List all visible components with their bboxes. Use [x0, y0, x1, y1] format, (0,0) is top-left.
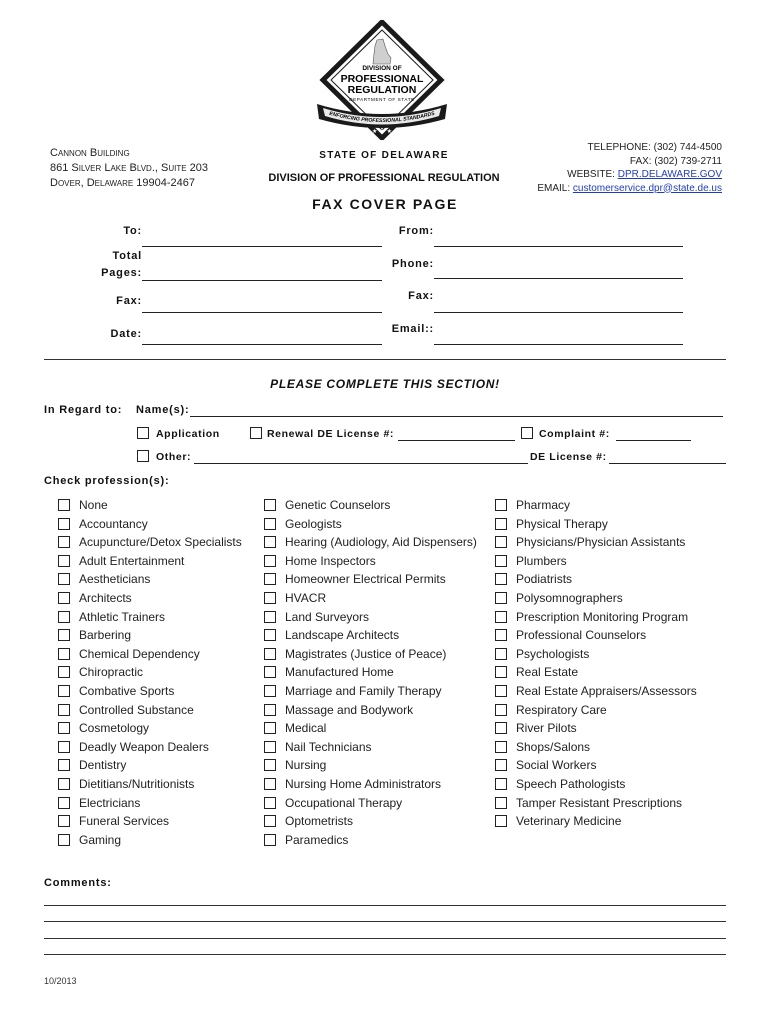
other-label: Other: [156, 451, 192, 463]
profession-checkbox[interactable] [495, 536, 507, 548]
profession-checkbox[interactable] [495, 573, 507, 585]
logo-regulation: REGULATION [347, 84, 417, 96]
profession-checkbox[interactable] [495, 611, 507, 623]
state-name: STATE OF DELAWARE [319, 150, 449, 161]
profession-checkbox[interactable] [264, 536, 276, 548]
email-link[interactable]: customerservice.dpr@state.de.us [572, 182, 722, 194]
address-line-1: Cannon Building [50, 147, 130, 159]
profession-label: Polysomnographers [516, 590, 623, 605]
complaint-checkbox[interactable] [521, 427, 533, 439]
profession-label: Medical [285, 721, 327, 736]
profession-label: Plumbers [516, 553, 567, 568]
from-label: From: [398, 225, 434, 237]
profession-label: Genetic Counselors [285, 498, 391, 512]
profession-checkbox[interactable] [58, 648, 70, 660]
address-block [50, 146, 208, 191]
phone-field[interactable] [434, 278, 683, 279]
profession-checkbox[interactable] [264, 759, 276, 771]
profession-label: Nursing Home Administrators [285, 776, 442, 791]
names-label: Name(s): [136, 404, 190, 416]
profession-label: Aestheticians [79, 572, 151, 587]
comment-line[interactable] [44, 954, 726, 955]
profession-checkbox[interactable] [58, 573, 70, 585]
email-field[interactable] [434, 344, 683, 345]
profession-label: Funeral Services [79, 814, 170, 829]
star-icon: ★ ★ ★ [372, 128, 392, 135]
profession-label: Electricians [79, 795, 141, 810]
application-label: Application [156, 428, 220, 440]
de-license-field[interactable] [609, 463, 726, 464]
profession-checkbox[interactable] [495, 741, 507, 753]
profession-checkbox[interactable] [495, 499, 507, 511]
comment-line[interactable] [44, 938, 726, 939]
profession-checkbox[interactable] [58, 815, 70, 827]
total-pages-field[interactable] [142, 280, 382, 281]
profession-label: Dietitians/Nutritionists [79, 776, 195, 791]
profession-checkbox[interactable] [58, 797, 70, 809]
division-logo [313, 20, 451, 140]
profession-checkbox[interactable] [264, 815, 276, 827]
profession-checkbox[interactable] [264, 518, 276, 530]
profession-checkbox[interactable] [58, 778, 70, 790]
profession-checkbox[interactable] [58, 741, 70, 753]
profession-checkbox[interactable] [264, 592, 276, 604]
profession-checkbox[interactable] [264, 573, 276, 585]
profession-label: Marriage and Family Therapy [285, 683, 442, 698]
logo-division-of: DIVISION OF [362, 65, 402, 72]
fax-field[interactable] [142, 312, 382, 313]
profession-label: Hearing (Audiology, Aid Dispensers) [285, 535, 477, 550]
profession-label: Barbering [79, 628, 132, 643]
profession-label: Tamper Resistant Prescriptions [516, 795, 683, 810]
fax-number: FAX: (302) 739-2711 [629, 155, 722, 167]
other-field[interactable] [194, 463, 528, 464]
profession-checkbox[interactable] [264, 555, 276, 567]
profession-label: River Pilots [516, 721, 577, 736]
profession-checkbox[interactable] [264, 611, 276, 623]
profession-checkbox[interactable] [264, 704, 276, 716]
profession-label: Architects [79, 590, 132, 605]
profession-label: Gaming [79, 832, 122, 847]
profession-label: Prescription Monitoring Program [516, 609, 689, 624]
profession-label: Chiropractic [79, 665, 144, 680]
profession-label: Shops/Salons [516, 739, 591, 754]
profession-checkbox[interactable] [264, 685, 276, 697]
profession-checkbox[interactable] [264, 666, 276, 678]
telephone: TELEPHONE: (302) 744-4500 [587, 142, 722, 153]
website-label: WEBSITE: [567, 169, 618, 180]
profession-checkbox[interactable] [495, 518, 507, 530]
profession-checkbox[interactable] [58, 592, 70, 604]
profession-label: Podiatrists [516, 572, 573, 587]
profession-checkbox[interactable] [264, 629, 276, 641]
profession-checkbox[interactable] [495, 648, 507, 660]
email-field-label: Email:: [391, 323, 434, 335]
profession-label: HVACR [285, 590, 327, 605]
comment-line[interactable] [44, 905, 726, 906]
profession-checkbox[interactable] [58, 704, 70, 716]
to-field[interactable] [142, 246, 382, 247]
profession-checkbox[interactable] [495, 778, 507, 790]
website-link[interactable]: DPR.DELAWARE.GOV [617, 169, 722, 180]
profession-checkbox[interactable] [58, 759, 70, 771]
profession-label: Nail Technicians [285, 739, 372, 754]
comments-label: Comments: [44, 877, 112, 889]
profession-checkbox[interactable] [264, 778, 276, 790]
address-line-2: 861 Silver Lake Blvd., Suite 203 [50, 162, 208, 174]
profession-checkbox[interactable] [58, 499, 70, 511]
logo-department: DEPARTMENT OF STATE [349, 97, 415, 102]
renewal-checkbox[interactable] [250, 427, 262, 439]
renewal-field[interactable] [398, 440, 515, 441]
profession-label: Acupuncture/Detox Specialists [79, 535, 242, 550]
profession-checkbox[interactable] [264, 834, 276, 846]
profession-label: Home Inspectors [285, 553, 376, 568]
profession-checkbox[interactable] [495, 555, 507, 567]
to-label: To: [123, 225, 142, 237]
profession-checkbox[interactable] [58, 666, 70, 678]
other-checkbox[interactable] [137, 450, 149, 462]
profession-label: Real Estate [516, 665, 579, 680]
profession-label: Physicians/Physician Assistants [516, 535, 686, 550]
profession-label: Cosmetology [79, 721, 150, 736]
profession-checkbox[interactable] [58, 518, 70, 530]
comment-line[interactable] [44, 921, 726, 922]
revision-date: 10/2013 [44, 976, 77, 986]
pages-label: Pages: [101, 267, 142, 279]
profession-label: Chemical Dependency [79, 646, 200, 661]
profession-checkbox[interactable] [495, 759, 507, 771]
date-label: Date: [110, 328, 142, 340]
profession-checkbox[interactable] [264, 722, 276, 734]
profession-checkbox[interactable] [495, 592, 507, 604]
page-title: FAX COVER PAGE [312, 196, 458, 212]
profession-label: Paramedics [285, 832, 349, 847]
profession-label: Veterinary Medicine [516, 814, 622, 829]
profession-label: Controlled Substance [79, 702, 194, 717]
profession-checkbox[interactable] [495, 629, 507, 641]
profession-label: Magistrates (Justice of Peace) [285, 646, 447, 661]
from-field[interactable] [434, 246, 683, 247]
profession-label: Dentistry [79, 758, 127, 773]
profession-checkbox[interactable] [58, 555, 70, 567]
profession-label: Deadly Weapon Dealers [79, 739, 209, 754]
profession-label: Adult Entertainment [79, 553, 185, 568]
profession-label: Accountancy [79, 516, 148, 531]
section-divider [44, 359, 726, 360]
profession-checkbox[interactable] [495, 666, 507, 678]
profession-label: Landscape Architects [285, 628, 400, 643]
email-label: EMAIL: [537, 182, 573, 194]
profession-checkbox[interactable] [495, 815, 507, 827]
profession-label: Pharmacy [516, 498, 571, 512]
profession-label: None [79, 498, 108, 512]
profession-checkbox[interactable] [264, 797, 276, 809]
logo-banner: ENFORCING PROFESSIONAL STANDARDS [328, 110, 436, 125]
profession-checkbox[interactable] [58, 685, 70, 697]
profession-checkbox[interactable] [58, 834, 70, 846]
names-field[interactable] [190, 416, 723, 417]
profession-label: Real Estate Appraisers/Assessors [516, 683, 697, 698]
profession-label: Combative Sports [79, 683, 175, 698]
profession-checkbox[interactable] [58, 629, 70, 641]
renewal-label: Renewal DE License #: [267, 428, 394, 440]
header-center [256, 150, 512, 185]
profession-label: Massage and Bodywork [285, 702, 414, 717]
profession-label: Nursing [285, 758, 327, 773]
profession-checkbox[interactable] [264, 741, 276, 753]
profession-checkbox[interactable] [58, 722, 70, 734]
profession-checkbox[interactable] [495, 685, 507, 697]
profession-label: Land Surveyors [285, 609, 370, 624]
profession-label: Homeowner Electrical Permits [285, 572, 446, 587]
profession-label: Occupational Therapy [285, 795, 403, 810]
application-checkbox[interactable] [137, 427, 149, 439]
contact-block [537, 141, 722, 195]
in-regard-label: In Regard to: [44, 404, 123, 416]
profession-checkbox[interactable] [58, 611, 70, 623]
complaint-field[interactable] [616, 440, 691, 441]
section-heading: PLEASE COMPLETE THIS SECTION! [270, 377, 500, 391]
profession-label: Professional Counselors [516, 628, 647, 643]
profession-label: Physical Therapy [516, 516, 608, 531]
de-license-label: DE License #: [530, 451, 607, 463]
division-name: DIVISION OF PROFESSIONAL REGULATION [268, 172, 500, 184]
total-label: Total [112, 250, 142, 262]
profession-checkbox[interactable] [264, 499, 276, 511]
profession-label: Geologists [285, 516, 342, 531]
check-professions-label: Check profession(s): [44, 475, 170, 487]
profession-label: Athletic Trainers [79, 609, 166, 624]
profession-checkbox[interactable] [264, 648, 276, 660]
address-line-3: Dover, Delaware 19904-2467 [50, 177, 195, 189]
profession-checkbox[interactable] [495, 797, 507, 809]
profession-checkbox[interactable] [495, 722, 507, 734]
profession-label: Optometrists [285, 814, 354, 829]
fax-label: Fax: [116, 295, 142, 307]
profession-label: Respiratory Care [516, 702, 607, 717]
fax-right-field[interactable] [434, 312, 683, 313]
logo-professional: PROFESSIONAL [340, 73, 424, 85]
phone-label: Phone: [391, 258, 434, 270]
profession-checkbox[interactable] [495, 704, 507, 716]
profession-label: Social Workers [516, 758, 597, 773]
profession-label: Psychologists [516, 646, 590, 661]
profession-checkbox[interactable] [58, 536, 70, 548]
date-field[interactable] [142, 344, 382, 345]
profession-label: Speech Pathologists [516, 776, 626, 791]
complaint-label: Complaint #: [539, 428, 610, 440]
fax-right-label: Fax: [408, 290, 434, 302]
profession-label: Manufactured Home [285, 665, 394, 680]
